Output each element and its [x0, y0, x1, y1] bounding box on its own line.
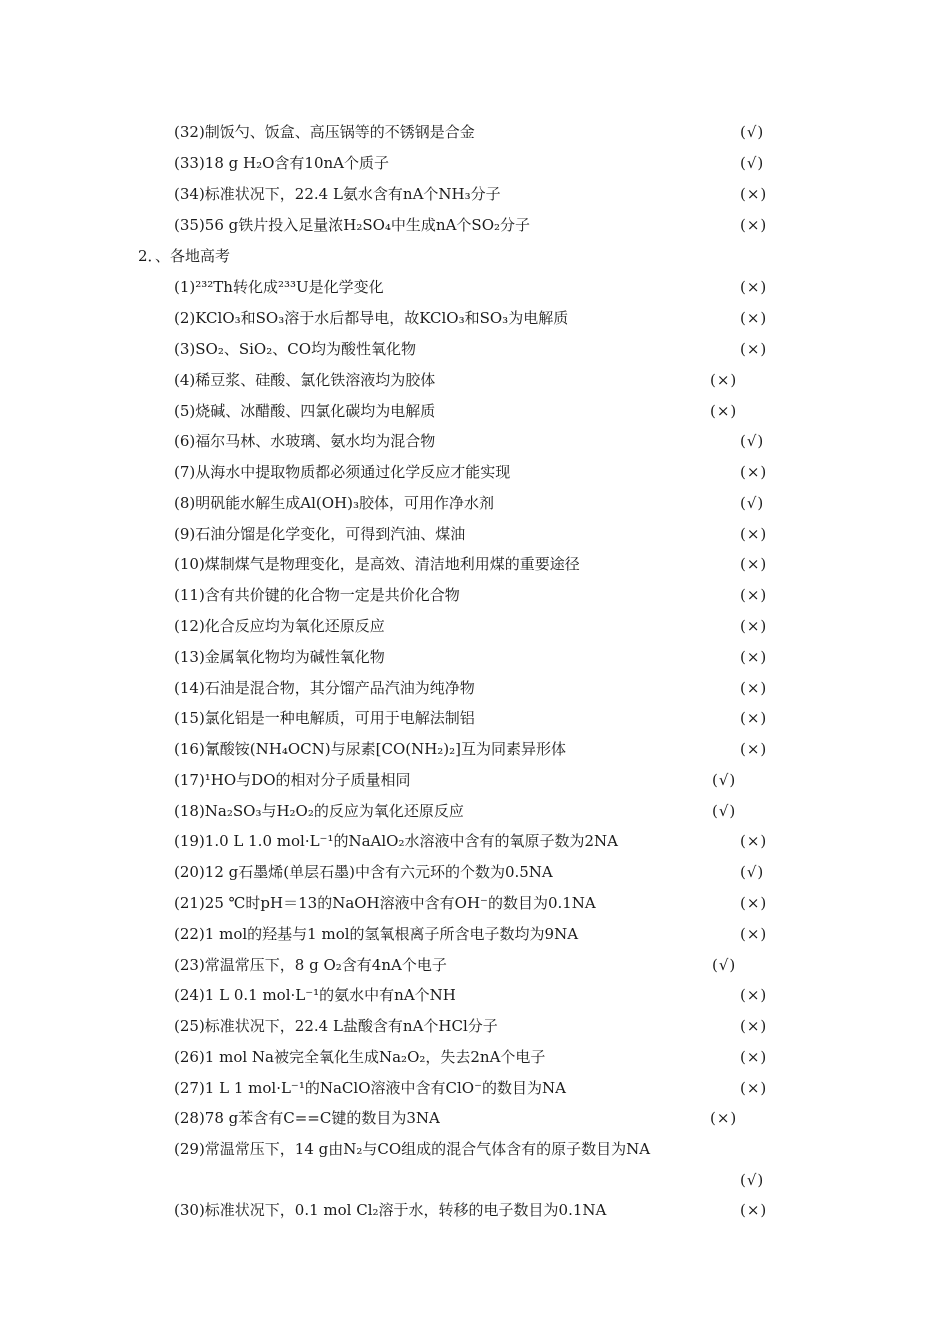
answer-mark: (×) — [740, 586, 768, 604]
list-item — [174, 923, 774, 945]
item-text: (15)氯化铝是一种电解质，可用于电解法制铝 — [174, 709, 475, 727]
item-text: (30)标准状况下，0.1 mol Cl₂溶于水，转移的电子数目为0.1NA — [174, 1201, 607, 1219]
list-item — [174, 954, 774, 976]
answer-mark: (√) — [712, 771, 737, 789]
item-text: (23)常温常压下，8 g O₂含有4nA个电子 — [174, 956, 447, 974]
list-item — [174, 1077, 774, 1099]
answer-mark: (√) — [740, 494, 765, 512]
answer-mark: (√) — [740, 863, 765, 881]
answer-mark: (×) — [740, 1048, 768, 1066]
answer-mark: (×) — [740, 525, 768, 543]
list-item — [174, 152, 774, 174]
list-item — [174, 615, 774, 637]
list-item — [174, 1199, 774, 1221]
list-item — [174, 307, 774, 329]
answer-mark: (×) — [740, 832, 768, 850]
item-text: (21)25 ℃时pH＝13的NaOH溶液中含有OH⁻的数目为0.1NA — [174, 894, 596, 912]
item-text: (13)金属氧化物均为碱性氧化物 — [174, 648, 385, 666]
item-text: (18)Na₂SO₃与H₂O₂的反应为氧化还原反应 — [174, 802, 464, 820]
list-item — [174, 523, 774, 545]
item-text: (10)煤制煤气是物理变化，是高效、清洁地利用煤的重要途径 — [174, 555, 580, 573]
list-item — [174, 646, 774, 668]
list-item — [174, 492, 774, 514]
answer-mark: (×) — [740, 648, 768, 666]
answer-mark: (×) — [740, 709, 768, 727]
answer-mark: (×) — [740, 463, 768, 481]
item-text: (9)石油分馏是化学变化，可得到汽油、煤油 — [174, 525, 466, 543]
item-text: (27)1 L 1 mol·L⁻¹的NaClO溶液中含有ClO⁻的数目为NA — [174, 1079, 566, 1097]
list-item — [174, 214, 774, 236]
answer-mark: (×) — [740, 1201, 768, 1219]
list-item — [174, 677, 774, 699]
answer-mark: (×) — [740, 894, 768, 912]
answer-mark: (×) — [740, 216, 768, 234]
list-item — [174, 1015, 774, 1037]
answer-mark: (×) — [710, 402, 738, 420]
item-text: (3)SO₂、SiO₂、CO均为酸性氧化物 — [174, 340, 416, 358]
list-item — [174, 400, 774, 422]
answer-mark: (×) — [740, 1079, 768, 1097]
answer-mark: (×) — [740, 1017, 768, 1035]
answer-mark: (×) — [740, 309, 768, 327]
list-item — [174, 369, 774, 391]
list-item — [174, 861, 774, 883]
item-text: (26)1 mol Na被完全氧化生成Na₂O₂，失去2nA个电子 — [174, 1048, 546, 1066]
list-item — [174, 1107, 774, 1129]
answer-mark: (×) — [740, 555, 768, 573]
answer-mark: (×) — [710, 1109, 738, 1127]
answer-mark: (×) — [740, 679, 768, 697]
answer-mark: (×) — [740, 617, 768, 635]
list-item — [174, 830, 774, 852]
list-item — [174, 121, 774, 143]
item-text: (19)1.0 L 1.0 mol·L⁻¹的NaAlO₂水溶液中含有的氧原子数为2NA — [174, 832, 618, 850]
list-item — [174, 584, 774, 606]
item-text: (24)1 L 0.1 mol·L⁻¹的氨水中有nA个NH — [174, 986, 456, 1004]
item-text: (11)含有共价键的化合物一定是共价化合物 — [174, 586, 460, 604]
answer-mark: (×) — [740, 340, 768, 358]
answer-mark: (×) — [740, 185, 768, 203]
list-item — [174, 707, 774, 729]
answer-mark: (√) — [740, 154, 765, 172]
list-item — [174, 769, 774, 791]
section-heading: 2．、各地高考 — [138, 247, 231, 265]
list-item — [174, 553, 774, 575]
item-text: (7)从海水中提取物质都必须通过化学反应才能实现 — [174, 463, 511, 481]
item-text: (28)78 g苯含有C==C键的数目为3NA — [174, 1109, 440, 1127]
item-text: (29)常温常压下，14 g由N₂与CO组成的混合气体含有的原子数目为NA — [174, 1140, 651, 1158]
item-text: (22)1 mol的羟基与1 mol的氢氧根离子所含电子数均为9NA — [174, 925, 579, 943]
list-item — [174, 984, 774, 1006]
item-text: (32)制饭勺、饭盒、高压锅等的不锈钢是合金 — [174, 123, 475, 141]
item-text: (6)福尔马林、水玻璃、氨水均为混合物 — [174, 432, 436, 450]
item-text: (25)标准状况下，22.4 L盐酸含有nA个HCl分子 — [174, 1017, 498, 1035]
answer-mark: (×) — [740, 278, 768, 296]
item-text: (35)56 g铁片投入足量浓H₂SO₄中生成nA个SO₂分子 — [174, 216, 531, 234]
item-text: (12)化合反应均为氧化还原反应 — [174, 617, 385, 635]
list-item — [174, 1046, 774, 1068]
answer-mark: (√) — [740, 432, 765, 450]
item-text: (33)18 g H₂O含有10nA个质子 — [174, 154, 389, 172]
list-item — [174, 338, 774, 360]
list-item — [174, 461, 774, 483]
answer-mark: (×) — [740, 925, 768, 943]
list-item — [174, 183, 774, 205]
item-text: (1)²³²Th转化成²³³U是化学变化 — [174, 278, 384, 296]
item-text: (14)石油是混合物，其分馏产品汽油为纯净物 — [174, 679, 475, 697]
list-item — [174, 738, 774, 760]
list-item — [174, 892, 774, 914]
item-text: (4)稀豆浆、硅酸、氯化铁溶液均为胶体 — [174, 371, 436, 389]
answer-mark: (×) — [740, 740, 768, 758]
item-text: (34)标准状况下，22.4 L氨水含有nA个NH₃分子 — [174, 185, 501, 203]
item-text: (20)12 g石墨烯(单层石墨)中含有六元环的个数为0.5NA — [174, 863, 553, 881]
item-text: (5)烧碱、冰醋酸、四氯化碳均为电解质 — [174, 402, 436, 420]
item-text: (17)¹HO与DO的相对分子质量相同 — [174, 771, 411, 789]
answer-mark: (√) — [740, 1171, 765, 1189]
answer-mark: (×) — [740, 986, 768, 1004]
answer-mark: (√) — [712, 802, 737, 820]
item-text: (8)明矾能水解生成Al(OH)₃胶体，可用作净水剂 — [174, 494, 494, 512]
answer-mark: (√) — [712, 956, 737, 974]
item-text: (16)氰酸铵(NH₄OCN)与尿素[CO(NH₂)₂]互为同素异形体 — [174, 740, 567, 758]
answer-mark: (√) — [740, 123, 765, 141]
answer-mark: (×) — [710, 371, 738, 389]
list-item — [174, 276, 774, 298]
item-text: (2)KClO₃和SO₃溶于水后都导电，故KClO₃和SO₃为电解质 — [174, 309, 569, 327]
list-item — [174, 430, 774, 452]
list-item — [174, 1138, 774, 1160]
list-item — [174, 800, 774, 822]
